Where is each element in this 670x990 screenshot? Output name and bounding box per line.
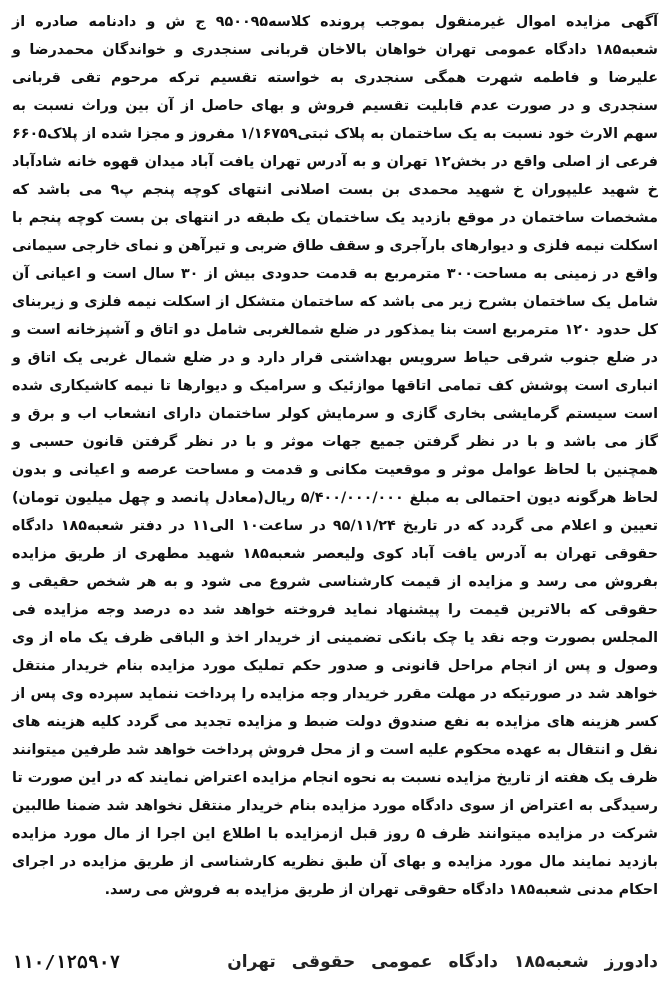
court-signature: دادورز شعبه۱۸۵ دادگاه عمومی حقوقی تهران xyxy=(227,952,658,972)
notice-footer xyxy=(12,946,658,978)
reference-number: ۱۱۰/۱۲۵۹۰۷ xyxy=(12,951,121,973)
auction-notice xyxy=(12,8,658,980)
notice-body: آگهی مزایده اموال غیرمنقول بموجب پرونده کلاسه۹۵۰۰۹۵ ج ش و دادنامه صادره از شعبه۱۸۵ دادگاه عمومی تهران خواهان بالاخان قربانی سنجدری و خواندگان محمدرضا و علیرضا و فاطمه شهرت همگی سنجدری به خواسته تقسیم ترکه مرحوم تقی قربانی سنجدری و در صورت عدم قابلیت تقسیم فروش و بهای حاصل از آن بین وراث نسبت به سهم الارث خود نسبت به یک ساختمان به پلاک ثبتی۱/۱۶۷۵۹ مفروز و مجزا شده از پلاک۶۶۰۵ فرعی از اصلی واقع در بخش۱۲ تهران و به آدرس تهران یافت آباد میدان قهوه خانه شادآباد خ شهید علیپوران خ شهید محمدی بن بست اصلانی انتهای کوچه پنجم پ۹ می باشد که مشخصات ساختمان در موقع بازدید یک ساختمان یک طبقه در انتهای بن بست کوچه پنجم با اسکلت نیمه فلزی و دیوارهای بارآجری و سقف طاق ضربی و تیرآهن و نمای خارجی سیمانی واقع در زمینی به مساحت۳۰۰ مترمربع به قدمت حدودی بیش از ۳۰ سال است و اعیانی آن شامل یک ساختمان بشرح زیر می باشد که ساختمان متشکل از اسکلت نیمه فلزی و زیربنای کل حدود ۱۲۰ مترمربع است بنا یمذکور در ضلع شمالغربی شامل دو اتاق و آشپزخانه است و در ضلع جنوب شرقی حیاط سرویس بهداشتی قرار دارد و در ضلع شمال غربی یک اتاق و انباری است پوشش کف تمامی اتاقها موازئیک و سرامیک و دیوارها تا نیمه کاشیکاری شده است سیستم گرمایشی بخاری گازی و سرمایش کولر ساختمان دارای انشعاب اب و برق و گاز می باشد و با در نظر گرفتن جمیع جهات موثر و با در نظر گرفتن قانون حسبی و همچنین با لحاظ عوامل موثر و موقعیت مکانی و قدمت و مساحت عرصه و اعیانی و بدون لحاظ هرگونه دیون احتمالی به مبلغ ۵/۴۰۰/۰۰۰/۰۰۰ ریال(معادل پانصد و چهل میلیون تومان) تعیین و اعلام می گردد که در تاریخ ۹۵/۱۱/۲۴ در ساعت۱۰ الی۱۱ در دفتر شعبه۱۸۵ دادگاه حقوقی تهران به آدرس یافت آباد کوی ولیعصر شعبه۱۸۵ شهید مطهری از طریق مزایده بفروش می رسد و مزایده از قیمت کارشناسی شروع می شود و به هر شخص حقیقی و حقوقی که بالاترین قیمت را پیشنهاد نماید فروخته خواهد شد ده درصد وجه مزایده فی المجلس بصورت وجه نقد یا چک بانکی تضمینی از خریدار اخذ و الباقی ظرف یک ماه از وی وصول و پس از انجام مراحل قانونی و صدور حکم تملیک مورد مزایده بنام خریدار منتقل خواهد شد در صورتیکه در مهلت مقرر خریدار وجه مزایده را پرداخت ننماید سپرده وی پس از کسر هزینه های مزایده به نفع صندوق دولت ضبط و مزایده تجدید می گردد کلیه هزینه های نقل و انتقال به عهده محکوم علیه است و از محل فروش پرداخت خواهد شد طرفین میتوانند ظرف یک هفته از تاریخ مزایده نسبت به نحوه انجام مزایده اعتراض نمایند که در این صورت تا رسیدگی به اعتراض از سوی دادگاه مورد مزایده بنام خریدار منتقل نخواهد شد ضمنا طالبین شرکت در مزایده میتوانند ظرف ۵ روز قبل ازمزایده با اطلاع این اجرا از مال مورد مزایده بازدید نمایند مال مورد مزایده و بهای آن طبق نظریه کارشناسی از طریق مزایده در اجرای احکام مدنی شعبه۱۸۵ دادگاه حقوقی تهران از طریق مزایده به فروش می رسد. xyxy=(12,14,659,898)
